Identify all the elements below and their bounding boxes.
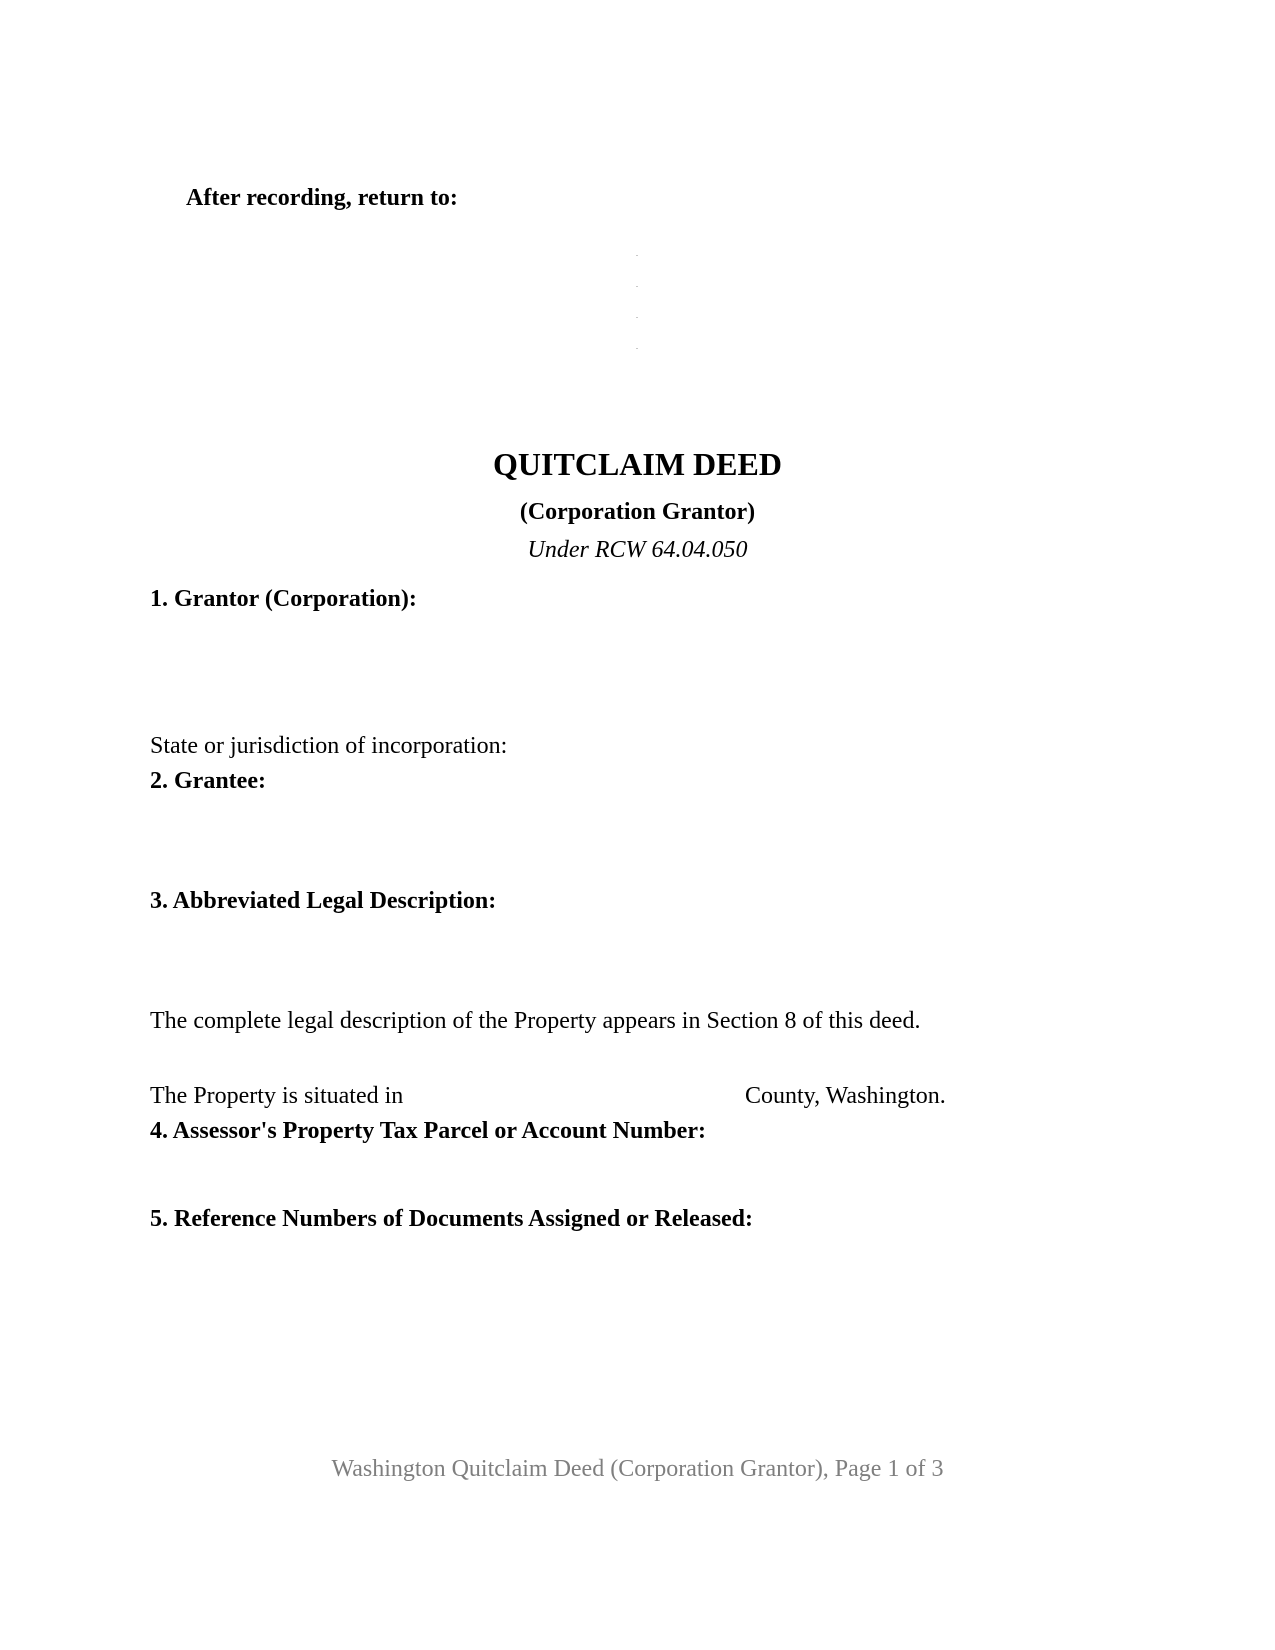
placeholder-dot xyxy=(636,255,638,256)
placeholder-dot xyxy=(636,348,638,349)
document-title: QUITCLAIM DEED xyxy=(493,446,782,482)
statute-reference: Under RCW 64.04.050 xyxy=(527,537,748,563)
situated-suffix-text: County, Washington. xyxy=(745,1083,946,1109)
parcel-number-heading: 4. Assessor's Property Tax Parcel or Account Number: xyxy=(150,1118,706,1144)
grantor-heading: 1. Grantor (Corporation): xyxy=(150,586,417,612)
document-subtitle: (Corporation Grantor) xyxy=(519,499,756,525)
placeholder-dot xyxy=(636,317,638,318)
grantee-heading: 2. Grantee: xyxy=(150,768,266,794)
reference-numbers-heading: 5. Reference Numbers of Documents Assigned or Released: xyxy=(150,1206,754,1232)
placeholder-dot xyxy=(636,286,638,287)
page-footer: Washington Quitclaim Deed (Corporation Grantor), Page 1 of 3 xyxy=(331,1456,944,1482)
legal-description-note: The complete legal description of the Property appears in Section 8 of this deed. xyxy=(150,1008,921,1034)
jurisdiction-label: State or jurisdiction of incorporation: xyxy=(150,733,508,759)
return-to-label: After recording, return to: xyxy=(186,185,458,211)
county-field[interactable] xyxy=(415,1083,735,1111)
legal-description-heading: 3. Abbreviated Legal Description: xyxy=(150,888,497,914)
situated-prefix-text: The Property is situated in xyxy=(150,1083,404,1109)
